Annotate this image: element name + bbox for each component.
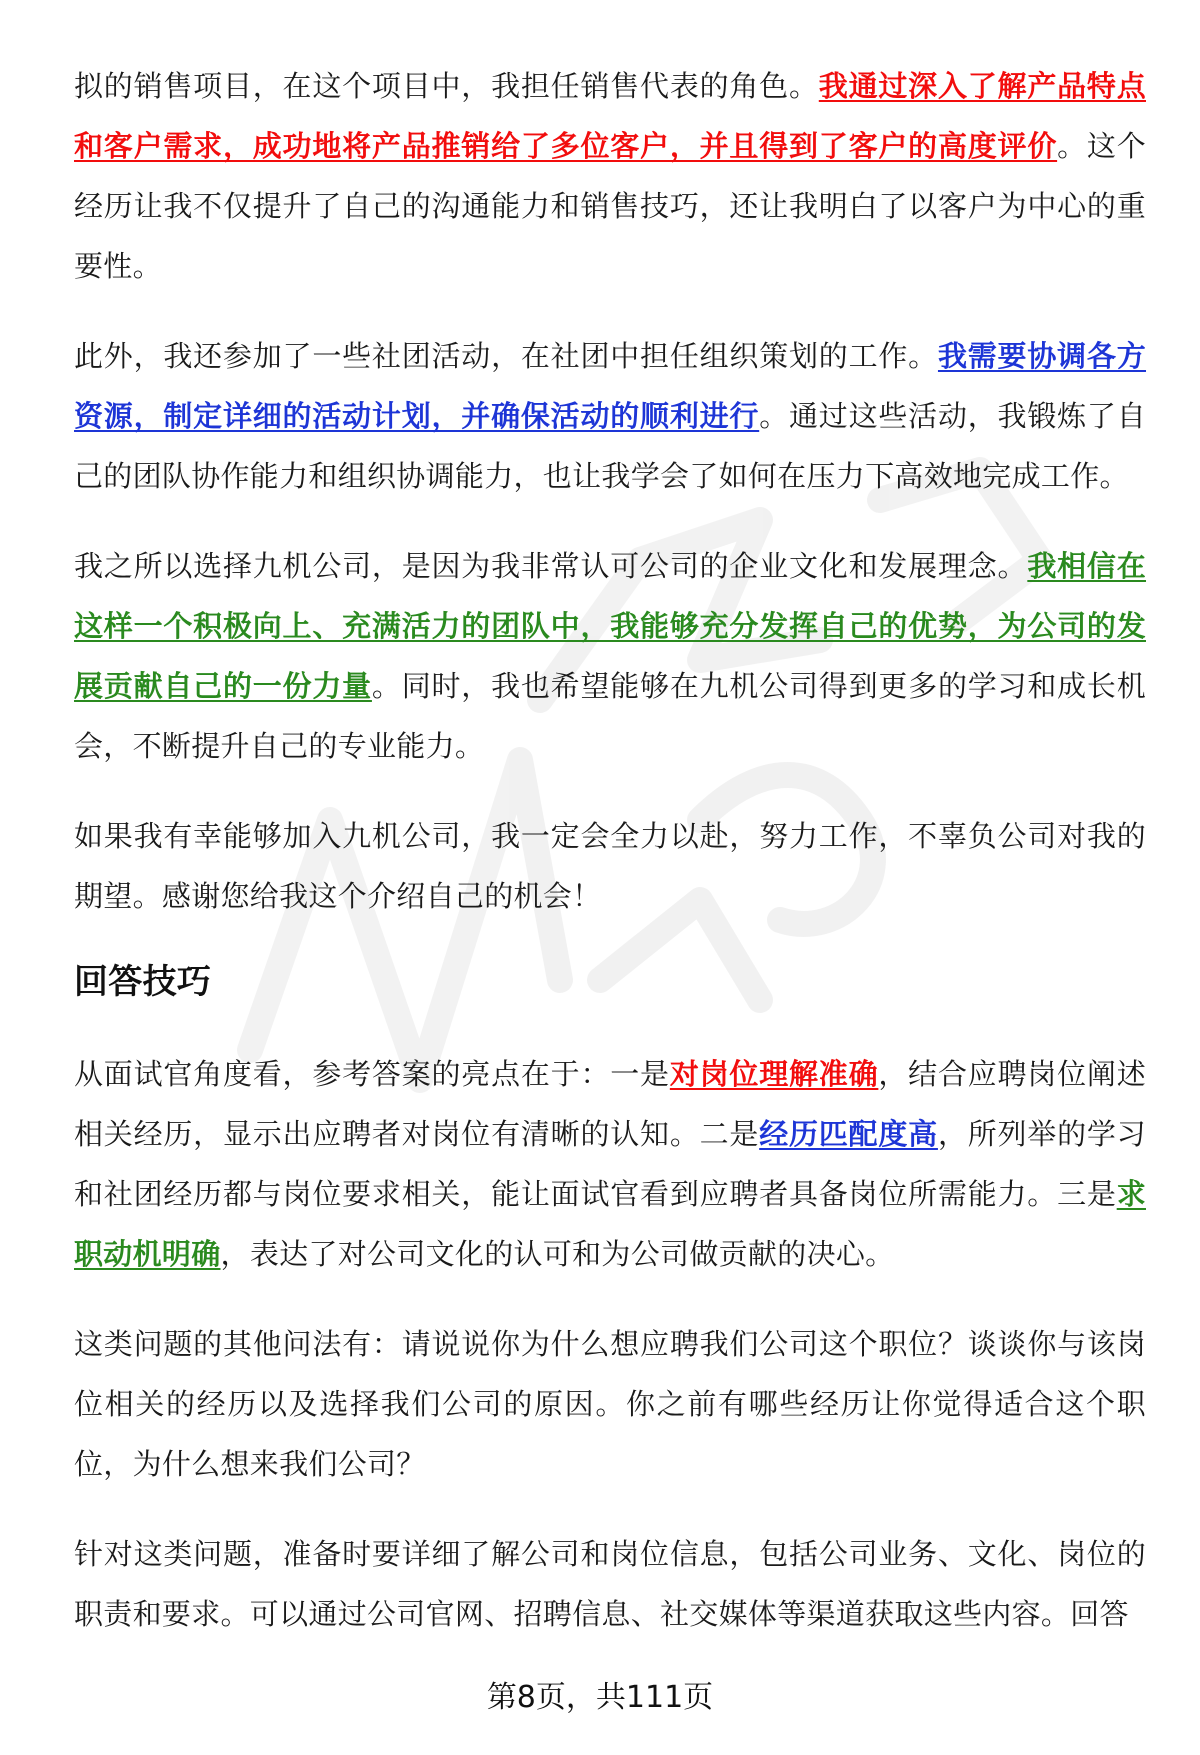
paragraph-text: 。通过这些活动，我锻炼了自己的团队协作能力和组织协调能力，也让我学会了如何在压力下高效地完成工作。 bbox=[74, 399, 1146, 493]
highlight-blue: 我需要协调各方资源，制定详细的活动计划，并确保活动的顺利进行 bbox=[74, 339, 1147, 433]
paragraph-closing bbox=[74, 806, 1146, 926]
paragraph-text: 如果我有幸能够加入九机公司，我一定会全力以赴，努力工作，不辜负公司对我的期望。感谢您给我这个介绍自己的机会！ bbox=[74, 819, 1146, 913]
paragraph-text: 针对这类问题，准备时要详细了解公司和岗位信息，包括公司业务、文化、岗位的职责和要求。可以通过公司官网、招聘信息、社交媒体等渠道获取这些内容。回答 bbox=[74, 1537, 1146, 1631]
paragraph-text: 从面试官角度看，参考答案的亮点在于：一是 bbox=[74, 1057, 670, 1091]
paragraph-text: ，表达了对公司文化的认可和为公司做贡献的决心。 bbox=[220, 1237, 895, 1271]
paragraph-prep bbox=[74, 1524, 1146, 1644]
paragraph-text: 。同时，我也希望能够在九机公司得到更多的学习和成长机会，不断提升自己的专业能力。 bbox=[74, 669, 1146, 763]
highlight-red: 对岗位理解准确 bbox=[669, 1057, 879, 1091]
paragraph-text: 这类问题的其他问法有：请说说你为什么想应聘我们公司这个职位？谈谈你与该岗位相关的经历以及选择我们公司的原因。你之前有哪些经历让你觉得适合这个职位，为什么想来我们公司？ bbox=[74, 1327, 1146, 1481]
paragraph-sales bbox=[74, 56, 1146, 296]
paragraph-club bbox=[74, 326, 1146, 506]
paragraph-text: 此外，我还参加了一些社团活动，在社团中担任组织策划的工作。 bbox=[74, 339, 938, 373]
document-body bbox=[74, 56, 1146, 1674]
highlight-green: 我相信在这样一个积极向上、充满活力的团队中，我能够充分发挥自己的优势，为公司的发展贡献自己的一份力量 bbox=[74, 549, 1147, 703]
page-number: 第8页，共111页 bbox=[486, 1680, 714, 1715]
paragraph-text: 我之所以选择九机公司，是因为我非常认可公司的企业文化和发展理念。 bbox=[74, 549, 1028, 583]
paragraph-text: ，所列举的学习和社团经历都与岗位要求相关，能让面试官看到应聘者具备岗位所需能力。三是 bbox=[74, 1117, 1146, 1211]
paragraph-text: 拟的销售项目，在这个项目中，我担任销售代表的角色。 bbox=[74, 69, 819, 103]
tips-paragraphs bbox=[74, 1044, 1146, 1644]
paragraph-highlights bbox=[74, 1044, 1146, 1284]
paragraph-variants bbox=[74, 1314, 1146, 1494]
section-title: 回答技巧 bbox=[74, 962, 212, 1002]
highlight-blue: 经历匹配度高 bbox=[759, 1117, 938, 1151]
answer-paragraphs bbox=[74, 56, 1146, 926]
paragraph-text: 。这个经历让我不仅提升了自己的沟通能力和销售技巧，还让我明白了以客户为中心的重要性。 bbox=[74, 129, 1146, 283]
paragraph-company bbox=[74, 536, 1146, 776]
highlight-red: 我通过深入了解产品特点和客户需求，成功地将产品推销给了多位客户，并且得到了客户的高度评价 bbox=[74, 69, 1146, 163]
paragraph-text: ，结合应聘岗位阐述相关经历，显示出应聘者对岗位有清晰的认知。二是 bbox=[74, 1057, 1147, 1151]
highlight-green: 求职动机明确 bbox=[74, 1177, 1146, 1271]
